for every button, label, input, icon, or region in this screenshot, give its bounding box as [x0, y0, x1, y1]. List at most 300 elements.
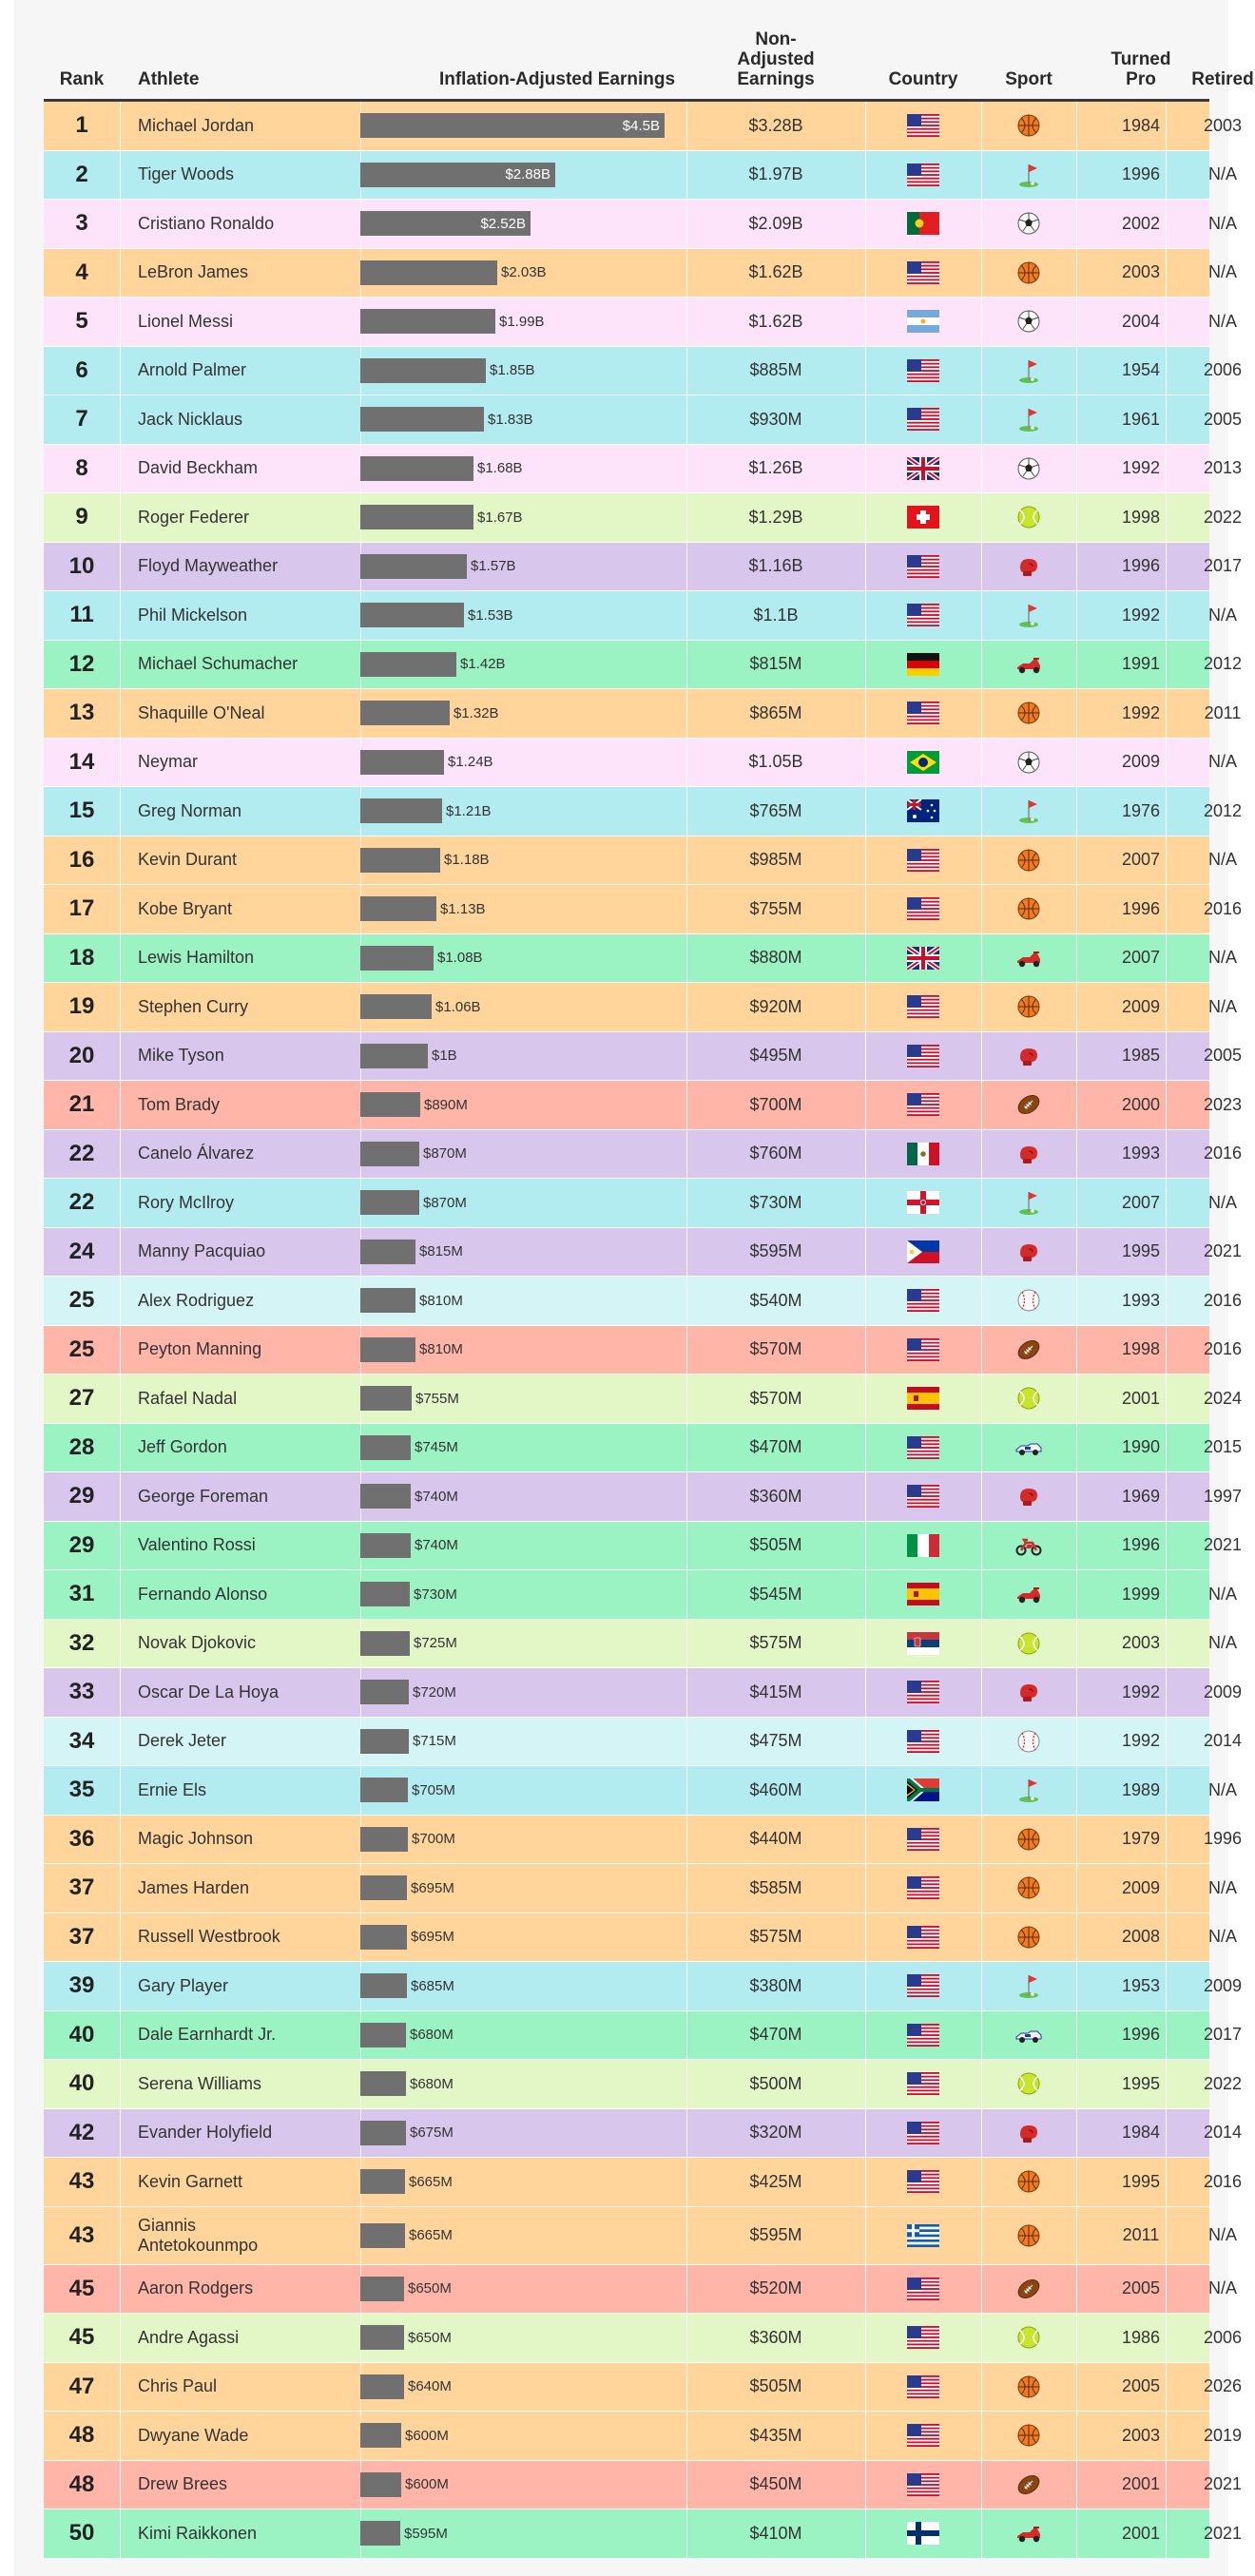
- retired-cell: 2009: [1203, 1975, 1243, 1995]
- retired-cell: N/A: [1207, 213, 1237, 233]
- bar-cell: [360, 1424, 741, 1472]
- header-non-adjusted-line1: Non-: [755, 29, 797, 49]
- athlete-cell: Jeff Gordon: [138, 1437, 227, 1457]
- sport-cell: [981, 1864, 1076, 1913]
- column-divider: [120, 2314, 121, 2362]
- sport-cell: [981, 1424, 1076, 1472]
- non-adjusted-cell: $865M: [749, 702, 802, 722]
- athlete-cell: Chris Paul: [138, 2376, 218, 2396]
- sport-cell: [981, 151, 1076, 200]
- usa-flag-icon: [907, 114, 939, 137]
- racing-icon: [1014, 2519, 1043, 2547]
- country-cell: [865, 934, 981, 983]
- sport-cell: [981, 1472, 1076, 1521]
- non-adjusted-cell: $930M: [749, 409, 802, 429]
- country-cell: [865, 1472, 981, 1521]
- bar-cell: [360, 1179, 741, 1227]
- rank-cell: 7: [75, 406, 88, 433]
- table-row: [44, 249, 1237, 298]
- sport-cell: [981, 2207, 1076, 2264]
- non-adjusted-cell: $570M: [749, 1339, 802, 1359]
- retired-cell: 2019: [1203, 2425, 1243, 2445]
- turned-pro-cell: 1992: [1121, 1731, 1161, 1751]
- football-icon: [1014, 1336, 1043, 1364]
- country-cell: [865, 1375, 981, 1423]
- usa-flag-icon: [907, 359, 939, 382]
- earnings-bar: [360, 2472, 401, 2497]
- retired-cell: N/A: [1207, 948, 1237, 968]
- column-divider: [120, 1032, 121, 1081]
- usa-flag-icon: [907, 1485, 939, 1508]
- bar-value-label: $810M: [419, 1341, 463, 1358]
- basketball-icon: [1014, 2167, 1043, 2196]
- non-adjusted-cell: $985M: [749, 850, 802, 870]
- country-cell: [865, 1424, 981, 1472]
- country-cell: [865, 1668, 981, 1717]
- non-adjusted-cell: $730M: [749, 1192, 802, 1212]
- country-cell: [865, 689, 981, 738]
- country-cell: [865, 151, 981, 200]
- non-adjusted-cell: $595M: [749, 2225, 802, 2244]
- country-cell: [865, 2314, 981, 2362]
- turned-pro-cell: 2003: [1121, 262, 1161, 282]
- bar-value-label: $4.5B: [622, 117, 660, 134]
- country-cell: [865, 1620, 981, 1668]
- usa-flag-icon: [907, 2072, 939, 2095]
- sport-cell: [981, 2314, 1076, 2362]
- column-divider: [120, 2011, 121, 2060]
- sport-cell: [981, 543, 1076, 591]
- retired-cell: N/A: [1207, 605, 1237, 625]
- non-adjusted-cell: $1.26B: [748, 458, 803, 478]
- rank-cell: 29: [68, 1531, 95, 1558]
- athlete-cell: Kevin Garnett: [138, 2171, 243, 2191]
- header-country: Country: [888, 69, 958, 89]
- basketball-icon: [1014, 699, 1043, 727]
- earnings-bar: [360, 798, 442, 823]
- table-row: [44, 445, 1243, 494]
- uk-flag-icon: [907, 457, 939, 480]
- table-row: [44, 395, 1243, 445]
- sport-cell: [981, 1326, 1076, 1375]
- bar-value-label: $665M: [409, 2173, 453, 2190]
- turned-pro-cell: 2003: [1121, 2425, 1161, 2445]
- country-cell: [865, 591, 981, 640]
- table-row: [44, 1718, 1243, 1767]
- football-icon: [1014, 2275, 1043, 2303]
- retired-cell: N/A: [1207, 262, 1237, 282]
- athlete-cell: Drew Brees: [138, 2474, 228, 2494]
- basketball-icon: [1014, 846, 1043, 875]
- earnings-bar: [360, 211, 531, 236]
- column-divider: [120, 2412, 121, 2460]
- bar-cell: [360, 2509, 741, 2558]
- earnings-bar: [360, 2169, 405, 2194]
- bar-cell: [360, 2412, 741, 2460]
- usa-flag-icon: [907, 1045, 939, 1067]
- non-adjusted-cell: $1.1B: [753, 605, 799, 625]
- basketball-icon: [1014, 1923, 1043, 1951]
- column-divider: [120, 395, 121, 444]
- sport-cell: [981, 1668, 1076, 1717]
- sport-cell: [981, 2363, 1076, 2412]
- racing-icon: [1014, 650, 1043, 679]
- sport-cell: [981, 591, 1076, 640]
- philippines-flag-icon: [907, 1240, 939, 1263]
- finland-flag-icon: [907, 2522, 939, 2545]
- turned-pro-cell: 2003: [1121, 1633, 1161, 1653]
- athlete-cell: David Beckham: [138, 458, 259, 478]
- bar-cell: [360, 2011, 741, 2060]
- athlete-cell: Rafael Nadal: [138, 1388, 238, 1408]
- table-row: [44, 1375, 1243, 1424]
- non-adjusted-cell: $320M: [749, 2123, 802, 2143]
- country-cell: [865, 543, 981, 591]
- bar-value-label: $1.99B: [499, 313, 545, 330]
- non-adjusted-cell: $1.62B: [748, 262, 803, 282]
- rank-cell: 4: [75, 259, 88, 285]
- earnings-bar: [360, 1386, 412, 1411]
- table-row: [44, 591, 1237, 641]
- athlete-cell: Alex Rodriguez: [138, 1290, 255, 1310]
- non-adjusted-cell: $570M: [749, 1388, 802, 1408]
- bar-value-label: $810M: [419, 1292, 463, 1309]
- sport-cell: [981, 739, 1076, 787]
- country-cell: [865, 1864, 981, 1913]
- boxing-icon: [1014, 1042, 1043, 1070]
- uk-flag-icon: [907, 947, 939, 970]
- non-adjusted-cell: $425M: [749, 2171, 802, 2191]
- retired-cell: 2016: [1203, 898, 1243, 918]
- header-sport: Sport: [1005, 69, 1052, 89]
- country-cell: [865, 739, 981, 787]
- athlete-cell: Cristiano Ronaldo: [138, 213, 275, 233]
- earnings-bar: [360, 1973, 407, 1998]
- retired-cell: 2014: [1203, 2123, 1243, 2143]
- usa-flag-icon: [907, 1974, 939, 1997]
- turned-pro-cell: 1961: [1121, 409, 1161, 429]
- stockcar-icon: [1014, 2021, 1043, 2049]
- rank-cell: 17: [68, 895, 95, 922]
- rank-cell: 25: [68, 1336, 95, 1362]
- earnings-bar: [360, 2521, 400, 2546]
- country-cell: [865, 493, 981, 542]
- bar-cell: [360, 836, 741, 885]
- column-divider: [120, 836, 121, 885]
- earnings-bar: [360, 1435, 411, 1460]
- non-adjusted-cell: $545M: [749, 1584, 802, 1604]
- rank-cell: 48: [68, 2470, 95, 2497]
- retired-cell: 2014: [1203, 1731, 1243, 1751]
- usa-flag-icon: [907, 408, 939, 431]
- sport-cell: [981, 1718, 1076, 1766]
- sport-cell: [981, 1081, 1076, 1129]
- column-divider: [120, 445, 121, 493]
- athlete-cell: Phil Mickelson: [138, 605, 248, 625]
- table-row: [44, 2158, 1243, 2207]
- usa-flag-icon: [907, 1338, 939, 1361]
- rank-cell: 27: [68, 1385, 95, 1412]
- brazil-flag-icon: [907, 751, 939, 774]
- column-divider: [120, 787, 121, 836]
- country-cell: [865, 2363, 981, 2412]
- athlete-cell: Lewis Hamilton: [138, 948, 255, 968]
- header-retired: Retired: [1191, 69, 1254, 89]
- table-row: [44, 2011, 1243, 2061]
- table-row: [44, 836, 1237, 886]
- earnings-bar: [360, 2023, 406, 2047]
- bar-value-label: $1.21B: [446, 802, 492, 819]
- basketball-icon: [1014, 2421, 1043, 2450]
- non-adjusted-cell: $360M: [749, 2327, 802, 2347]
- rank-cell: 34: [68, 1727, 95, 1754]
- bar-cell: [360, 2207, 741, 2264]
- earnings-bar: [360, 1240, 415, 1264]
- earnings-bar: [360, 652, 456, 677]
- column-divider: [120, 934, 121, 983]
- soccer-icon: [1014, 748, 1043, 777]
- turned-pro-cell: 2005: [1121, 2278, 1161, 2298]
- country-cell: [865, 2060, 981, 2108]
- rank-cell: 45: [68, 2275, 95, 2301]
- bar-value-label: $1.08B: [437, 950, 483, 967]
- bar-cell: [360, 347, 741, 395]
- turned-pro-cell: 1953: [1121, 1975, 1161, 1995]
- athlete-cell: Andre Agassi: [138, 2327, 240, 2347]
- header-turned-pro-line2: Pro: [1126, 69, 1156, 89]
- table-row: [44, 1913, 1237, 1963]
- turned-pro-cell: 1995: [1121, 2171, 1161, 2191]
- rank-cell: 45: [68, 2324, 95, 2351]
- bar-cell: [360, 1913, 741, 1962]
- rank-cell: 21: [68, 1091, 95, 1118]
- sport-cell: [981, 445, 1076, 493]
- retired-cell: N/A: [1207, 2225, 1237, 2244]
- rank-cell: 40: [68, 2070, 95, 2097]
- rank-cell: 2: [75, 161, 88, 187]
- table-row: [44, 1179, 1237, 1228]
- table-row: [44, 2412, 1243, 2461]
- table-row: [44, 1620, 1237, 1669]
- mexico-flag-icon: [907, 1143, 939, 1165]
- rank-cell: 14: [68, 748, 95, 775]
- retired-cell: 2017: [1203, 556, 1243, 576]
- table-row: [44, 934, 1237, 984]
- table-row: [44, 2461, 1243, 2510]
- retired-cell: N/A: [1207, 996, 1237, 1016]
- column-divider: [120, 885, 121, 933]
- bar-cell: [360, 2363, 741, 2412]
- bar-cell: [360, 1668, 741, 1717]
- turned-pro-cell: 2009: [1121, 752, 1161, 772]
- turned-pro-cell: 1991: [1121, 654, 1161, 674]
- athlete-cell: Neymar: [138, 752, 199, 772]
- column-divider: [120, 347, 121, 395]
- country-cell: [865, 1913, 981, 1962]
- earnings-bar: [360, 358, 486, 383]
- rank-cell: 32: [68, 1629, 95, 1656]
- turned-pro-cell: 2001: [1121, 2474, 1161, 2494]
- bar-cell: [360, 1718, 741, 1766]
- bar-value-label: $705M: [412, 1781, 455, 1798]
- rank-cell: 37: [68, 1923, 95, 1950]
- earnings-bar: [360, 505, 473, 529]
- country-cell: [865, 1766, 981, 1815]
- table-row: [44, 2109, 1243, 2159]
- rank-cell: 31: [68, 1581, 95, 1607]
- country-cell: [865, 1228, 981, 1277]
- country-cell: [865, 1130, 981, 1179]
- country-cell: [865, 1032, 981, 1081]
- table-row: [44, 787, 1243, 836]
- turned-pro-cell: 1992: [1121, 458, 1161, 478]
- header-non-adjusted-line3: Earnings: [737, 69, 815, 89]
- earnings-bar: [360, 1778, 408, 1802]
- non-adjusted-cell: $765M: [749, 800, 802, 820]
- boxing-icon: [1014, 2119, 1043, 2147]
- sport-cell: [981, 1766, 1076, 1815]
- bar-value-label: $870M: [423, 1194, 467, 1211]
- sport-cell: [981, 1130, 1076, 1179]
- rank-cell: 22: [68, 1140, 95, 1166]
- rank-cell: 29: [68, 1483, 95, 1509]
- bar-cell: [360, 1130, 741, 1179]
- bar-value-label: $695M: [411, 1929, 454, 1946]
- football-icon: [1014, 1090, 1043, 1119]
- earnings-bar: [360, 1827, 408, 1852]
- non-adjusted-cell: $505M: [749, 2376, 802, 2396]
- earnings-bar: [360, 2325, 404, 2350]
- bar-value-label: $815M: [419, 1243, 463, 1260]
- header-non-adjusted: [686, 29, 865, 89]
- table-row: [44, 983, 1237, 1032]
- bar-cell: [360, 1620, 741, 1668]
- sport-cell: [981, 1277, 1076, 1325]
- earnings-bar: [360, 1875, 407, 1900]
- bar-cell: [360, 151, 741, 200]
- turned-pro-cell: 1985: [1121, 1046, 1161, 1066]
- turned-pro-cell: 1996: [1121, 898, 1161, 918]
- table-row: [44, 1228, 1243, 1278]
- table-row: [44, 200, 1237, 249]
- turned-pro-cell: 1984: [1121, 115, 1161, 135]
- bar-cell: [360, 739, 741, 787]
- country-cell: [865, 1816, 981, 1864]
- athlete-cell: Roger Federer: [138, 507, 250, 527]
- retired-cell: 2021: [1203, 2523, 1243, 2543]
- column-divider: [120, 1424, 121, 1472]
- table-row: [44, 2060, 1243, 2109]
- country-cell: [865, 1962, 981, 2010]
- bar-cell: [360, 1962, 741, 2010]
- usa-flag-icon: [907, 163, 939, 186]
- retired-cell: N/A: [1207, 1584, 1237, 1604]
- turned-pro-cell: 1990: [1121, 1437, 1161, 1457]
- column-divider: [120, 1570, 121, 1619]
- athlete-cell: Tom Brady: [138, 1094, 221, 1114]
- bar-value-label: $600M: [405, 2427, 449, 2444]
- bar-cell: [360, 1326, 741, 1375]
- retired-cell: 1997: [1203, 1486, 1243, 1506]
- rank-cell: 5: [75, 308, 88, 335]
- sport-cell: [981, 2060, 1076, 2108]
- golf-icon: [1014, 1971, 1043, 2000]
- non-adjusted-cell: $1.29B: [748, 507, 803, 527]
- column-divider: [120, 1913, 121, 1962]
- athlete-cell: Tiger Woods: [138, 164, 235, 184]
- boxing-icon: [1014, 552, 1043, 581]
- turned-pro-cell: 2007: [1121, 850, 1161, 870]
- athlete-cell: Arnold Palmer: [138, 360, 247, 380]
- non-adjusted-cell: $475M: [749, 1731, 802, 1751]
- bar-value-label: $1.24B: [448, 754, 493, 771]
- usa-flag-icon: [907, 1289, 939, 1312]
- bar-cell: [360, 2109, 741, 2158]
- non-adjusted-cell: $360M: [749, 1486, 802, 1506]
- retired-cell: 2021: [1203, 1535, 1243, 1555]
- table-row: [44, 1864, 1237, 1913]
- retired-cell: 2013: [1203, 458, 1243, 478]
- turned-pro-cell: 2009: [1121, 996, 1161, 1016]
- non-adjusted-cell: $460M: [749, 1779, 802, 1799]
- athlete-cell: Rory McIlroy: [138, 1192, 235, 1212]
- germany-flag-icon: [907, 653, 939, 676]
- turned-pro-cell: 2011: [1122, 2225, 1160, 2244]
- column-divider: [120, 689, 121, 738]
- athlete-cell: Stephen Curry: [138, 996, 249, 1016]
- earnings-bar: [360, 1288, 415, 1313]
- column-divider: [120, 1179, 121, 1227]
- athlete-cell: James Harden: [138, 1877, 250, 1897]
- bar-cell: [360, 445, 741, 493]
- retired-cell: 2016: [1203, 1339, 1243, 1359]
- column-divider: [120, 2509, 121, 2558]
- usa-flag-icon: [907, 2424, 939, 2447]
- sport-cell: [981, 1522, 1076, 1570]
- bar-cell: [360, 249, 741, 298]
- column-divider: [120, 151, 121, 200]
- turned-pro-cell: 2001: [1121, 2523, 1161, 2543]
- earnings-bar: [360, 1925, 407, 1950]
- column-divider: [120, 1228, 121, 1277]
- bar-cell: [360, 1081, 741, 1129]
- country-cell: [865, 1081, 981, 1129]
- table-row: [44, 1081, 1243, 1130]
- table-row: [44, 2363, 1243, 2413]
- earnings-bar: [360, 1729, 409, 1754]
- earnings-bar: [360, 1631, 410, 1656]
- usa-flag-icon: [907, 849, 939, 872]
- boxing-icon: [1014, 1482, 1043, 1510]
- retired-cell: 2022: [1203, 2073, 1243, 2093]
- bar-cell: [360, 298, 741, 346]
- column-divider: [120, 2207, 121, 2264]
- non-adjusted-cell: $470M: [749, 1437, 802, 1457]
- basketball-icon: [1014, 992, 1043, 1021]
- rank-cell: 15: [68, 798, 95, 824]
- bar-cell: [360, 641, 741, 689]
- country-cell: [865, 885, 981, 933]
- non-adjusted-cell: $2.09B: [748, 213, 803, 233]
- bar-cell: [360, 1816, 741, 1864]
- header-athlete: Athlete: [138, 69, 200, 89]
- basketball-icon: [1014, 2373, 1043, 2401]
- column-divider: [120, 1277, 121, 1325]
- tennis-icon: [1014, 2323, 1043, 2352]
- table-row: [44, 1766, 1237, 1816]
- sport-cell: [981, 200, 1076, 248]
- earnings-bar: [360, 407, 484, 432]
